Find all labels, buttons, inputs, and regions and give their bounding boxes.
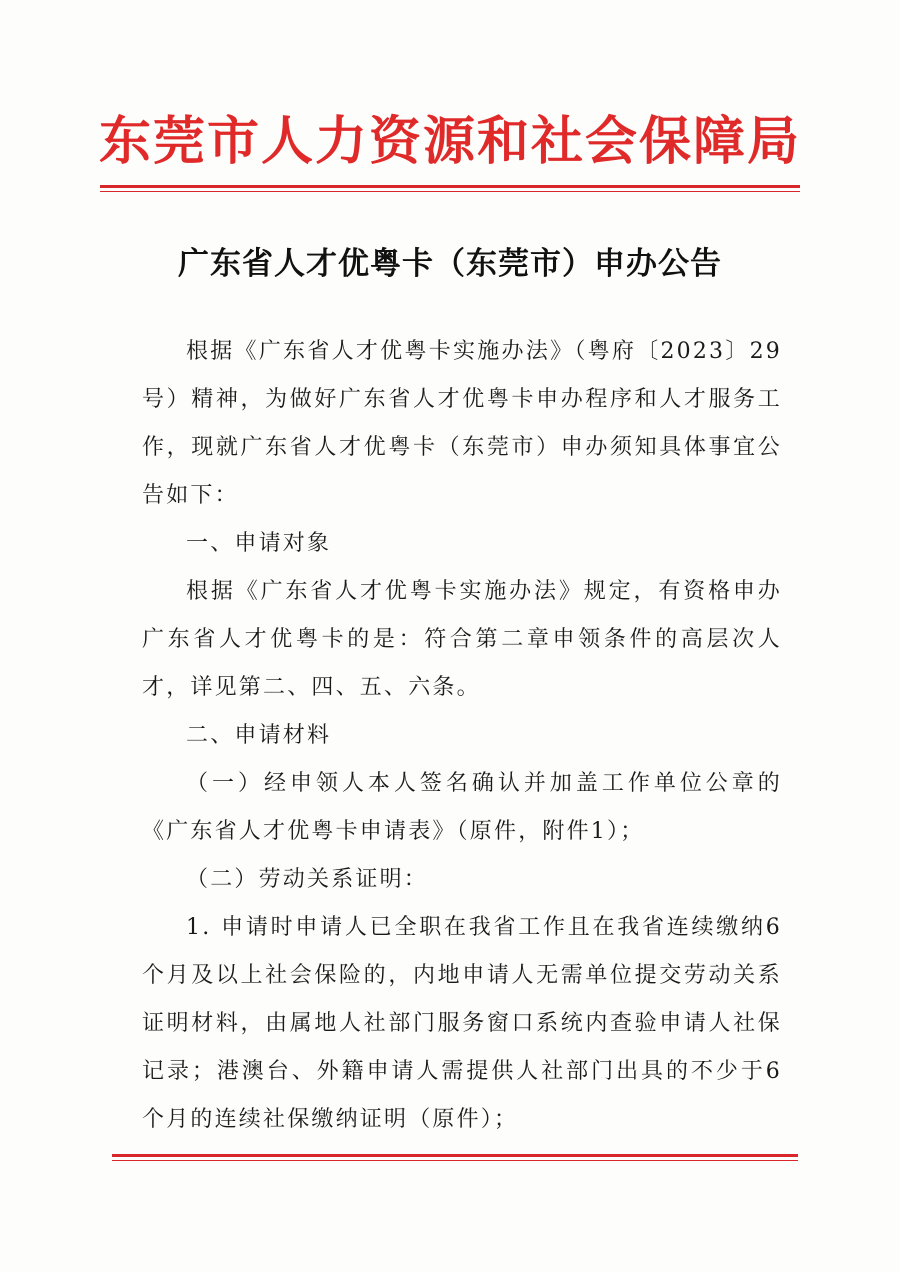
- letterhead-red-rule: [100, 185, 800, 192]
- paragraph-applicants: 根据《广东省人才优粤卡实施办法》规定，有资格申办广东省人才优粤卡的是：符合第二章申领条件的高层次人才，详见第二、四、五、六条。: [142, 579, 782, 700]
- rule-thin-line: [112, 1160, 798, 1161]
- section-heading-materials: 二、申请材料: [186, 723, 332, 748]
- rule-thin-line: [100, 191, 800, 192]
- paragraph-labor-proof-1: 1. 申请时申请人已全职在我省工作且在我省连续缴纳6个月及以上社会保险的，内地申请人无需单位提交劳动关系证明材料，由属地人社部门服务窗口系统内查验申请人社保记录；港澳台、外籍申请人需提供人社部门出具的不少于6个月的连续社保缴纳证明（原件）；: [142, 915, 782, 1132]
- section-heading-applicants: 一、申请对象: [186, 531, 332, 556]
- paragraph-intro: 根据《广东省人才优粤卡实施办法》（粤府〔2023〕29号）精神，为做好广东省人才优粤卡申办程序和人才服务工作，现就广东省人才优粤卡（东莞市）申办须知具体事宜公告如下：: [142, 339, 782, 508]
- paragraph-material-2: （二）劳动关系证明：: [186, 867, 429, 892]
- document-title: 广东省人才优粤卡（东莞市）申办公告: [178, 246, 722, 282]
- paragraph-material-1: （一）经申领人本人签名确认并加盖工作单位公章的《广东省人才优粤卡申请表》（原件，附件1）；: [142, 771, 782, 844]
- document-body: [142, 328, 782, 1144]
- footer-red-rule: [112, 1154, 798, 1161]
- rule-thick-line: [112, 1154, 798, 1157]
- rule-thick-line: [100, 185, 800, 188]
- issuer-letterhead: 东莞市人力资源和社会保障局: [98, 111, 801, 172]
